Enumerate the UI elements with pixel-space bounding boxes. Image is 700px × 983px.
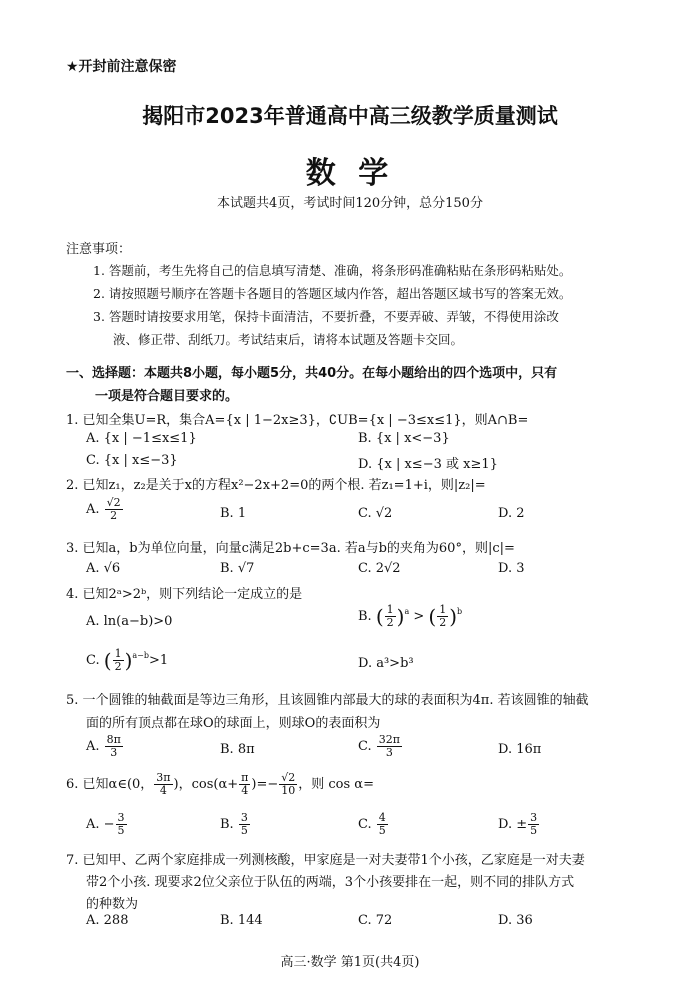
q2-a-num: √2 (106, 496, 121, 509)
question-7-line-2: 带2个小孩. 现要求2位父亲位于队伍的两端，3个小孩要排在一起，则不同的排队方式 (86, 875, 575, 890)
q5-a-frac (105, 734, 123, 759)
q6-rhs-den: 10 (281, 784, 296, 797)
exam-info: 本试题共4页，考试时间120分钟，总分150分 (217, 196, 483, 211)
notice-item-2: 2. 请按照题号顺序在答题卡各题目的答题区域内作答，超出答题区域书写的答案无效。 (93, 286, 572, 301)
q6-option-d (498, 812, 540, 837)
q6-tail: ，则 cos α= (298, 777, 374, 792)
q6-d-num: 3 (530, 811, 538, 824)
notice-item-3: 3. 答题时请按要求用笔，保持卡面清洁，不要折叠，不要弄破、弄皱，不得使用涂改 (93, 309, 559, 324)
notice-item-1: 1. 答题前，考生先将自己的信息填写清楚、准确，将条形码准确粘贴在条形码粘贴处。 (93, 263, 572, 278)
question-7-line-3: 的种数为 (86, 897, 139, 912)
q3-option-d: D. 3 (498, 561, 525, 576)
q4-c-frac (113, 648, 124, 673)
q6-option-b (220, 812, 251, 837)
exam-title: 揭阳市2023年普通高中高三级教学质量测试 (142, 104, 558, 128)
q6-d-label: D. ± (498, 817, 528, 832)
q2-a-label: A. (86, 502, 100, 517)
q4-b-frac-1-den: 2 (386, 616, 394, 629)
q1-option-d: D. {x | x≤−3 或 x≥1} (358, 457, 498, 472)
q7-option-a: A. 288 (86, 913, 129, 928)
q5-c-frac (377, 734, 402, 759)
notice-item-3-cont: 液、修正带、刮纸刀。考试结束后，请将本试题及答题卡交回。 (113, 332, 464, 347)
q4-b-exp-b: b (457, 607, 463, 616)
q6-a-num: 3 (117, 811, 125, 824)
q6-b-frac (239, 812, 250, 837)
q6-option-a (86, 812, 128, 837)
q4-b-exp-a: a (404, 607, 410, 616)
question-2-stem: 2. 已知z₁，z₂是关于x的方程x²−2x+2=0的两个根. 若z₁=1+i，则|z₂|= (66, 478, 486, 493)
q6-c-label: C. (358, 817, 372, 832)
q6-cos-pre: ，cos(α+ (178, 777, 239, 792)
q4-c-exp: a−b (132, 651, 149, 660)
question-3-stem: 3. 已知a，b为单位向量，向量c满足2b+c=3a. 若a与b的夹角为60°，则|c|= (66, 541, 515, 556)
q6-cos-num: π (241, 771, 249, 784)
q4-c-tail: >1 (148, 653, 169, 668)
q5-option-d: D. 16π (498, 742, 542, 757)
q6-c-frac (377, 812, 388, 837)
q6-interval-right: ) (173, 777, 179, 792)
q6-a-den: 5 (117, 824, 125, 837)
q4-option-d: D. a³>b³ (358, 656, 414, 671)
q6-d-frac (528, 812, 539, 837)
q5-a-num: 8π (106, 733, 121, 746)
q4-c-frac-den: 2 (114, 660, 122, 673)
q7-option-d: D. 36 (498, 913, 533, 928)
q6-interval-left: (0， (126, 777, 154, 792)
question-7-line-1: 7. 已知甲、乙两个家庭排成一列测核酸，甲家庭是一对夫妻带1个小孩，乙家庭是一对夫妻 (66, 853, 585, 868)
question-5-line-2: 面的所有顶点都在球O的球面上，则球O的表面积为 (86, 716, 381, 731)
q6-c-den: 5 (378, 824, 386, 837)
subject-title: 数 学 (305, 156, 395, 191)
q2-a-den: 2 (110, 509, 118, 522)
q4-option-b (358, 604, 462, 629)
question-4-stem: 4. 已知2ᵃ>2ᵇ，则下列结论一定成立的是 (66, 587, 303, 602)
page-footer: 高三·数学 第1页(共4页) (280, 955, 420, 970)
q2-option-a (86, 497, 124, 522)
q5-a-den: 3 (110, 746, 118, 759)
q6-a-label: A. − (86, 817, 115, 832)
q5-a-label: A. (86, 739, 100, 754)
q5-c-den: 3 (385, 746, 393, 759)
q4-b-paren-open: ( (375, 604, 384, 629)
q4-b-paren-close-2: ) (449, 604, 458, 629)
q4-b-frac-2-num: 1 (439, 603, 447, 616)
q5-option-c (358, 734, 403, 759)
q6-cos-post: )=− (251, 777, 279, 792)
q3-option-c: C. 2√2 (358, 561, 401, 576)
q4-b-paren-open-2: ( (428, 604, 437, 629)
q4-c-paren-close: ) (124, 648, 133, 673)
q6-pre: 6. 已知α∈ (66, 777, 127, 792)
q6-a-frac (116, 812, 127, 837)
q6-c-num: 4 (378, 811, 386, 824)
q1-option-b: B. {x | x<−3} (358, 431, 450, 446)
q6-interval-den: 4 (159, 784, 167, 797)
section-heading-cont: 一项是符合题目要求的。 (95, 389, 239, 404)
q5-option-a (86, 734, 124, 759)
q4-b-frac-2 (437, 604, 448, 629)
q6-b-num: 3 (240, 811, 248, 824)
confidential-note: ★开封前注意保密 (66, 59, 177, 75)
q4-c-label: C. (86, 653, 100, 668)
q6-interval-num: 3π (156, 771, 171, 784)
question-1-stem: 1. 已知全集U=R，集合A={x | 1−2x≥3}，∁UB={x | −3≤x≤1}，则A∩B= (66, 413, 529, 428)
q6-rhs-frac (279, 772, 297, 797)
q4-c-frac-num: 1 (114, 647, 122, 660)
question-6-stem (66, 772, 374, 797)
q7-option-b: B. 144 (220, 913, 263, 928)
q5-option-b: B. 8π (220, 742, 255, 757)
q6-option-c (358, 812, 389, 837)
notice-heading: 注意事项： (66, 242, 132, 257)
q7-option-c: C. 72 (358, 913, 393, 928)
q4-b-paren-close: ) (396, 604, 405, 629)
q6-d-den: 5 (530, 824, 538, 837)
q4-c-paren-open: ( (103, 648, 112, 673)
q4-b-gt: > (413, 609, 425, 624)
q2-a-fraction (105, 497, 123, 522)
q2-option-c: C. √2 (358, 506, 393, 521)
q6-cos-den: 4 (241, 784, 249, 797)
q2-option-d: D. 2 (498, 506, 525, 521)
q6-cos-frac (239, 772, 250, 797)
q5-c-num: 32π (378, 733, 400, 746)
question-5-line-1: 5. 一个圆锥的轴截面是等边三角形，且该圆锥内部最大的球的表面积为4π. 若该圆锥的轴截 (66, 693, 589, 708)
q6-b-den: 5 (240, 824, 248, 837)
q4-b-frac-1 (385, 604, 396, 629)
q3-option-a: A. √6 (86, 561, 121, 576)
q5-c-label: C. (358, 739, 372, 754)
q4-b-frac-2-den: 2 (439, 616, 447, 629)
q3-option-b: B. √7 (220, 561, 255, 576)
q2-option-b: B. 1 (220, 506, 247, 521)
q6-rhs-num: √2 (281, 771, 296, 784)
q4-option-a: A. ln(a−b)>0 (86, 614, 173, 629)
q4-b-frac-1-num: 1 (386, 603, 394, 616)
q4-option-c (86, 648, 168, 673)
q1-option-a: A. {x | −1≤x≤1} (86, 431, 197, 446)
q1-option-c: C. {x | x≤−3} (86, 453, 178, 468)
q6-interval-frac (154, 772, 172, 797)
q4-b-label: B. (358, 609, 372, 624)
q6-b-label: B. (220, 817, 234, 832)
section-heading: 一、选择题：本题共8小题，每小题5分，共40分。在每小题给出的四个选项中，只有 (66, 366, 558, 381)
